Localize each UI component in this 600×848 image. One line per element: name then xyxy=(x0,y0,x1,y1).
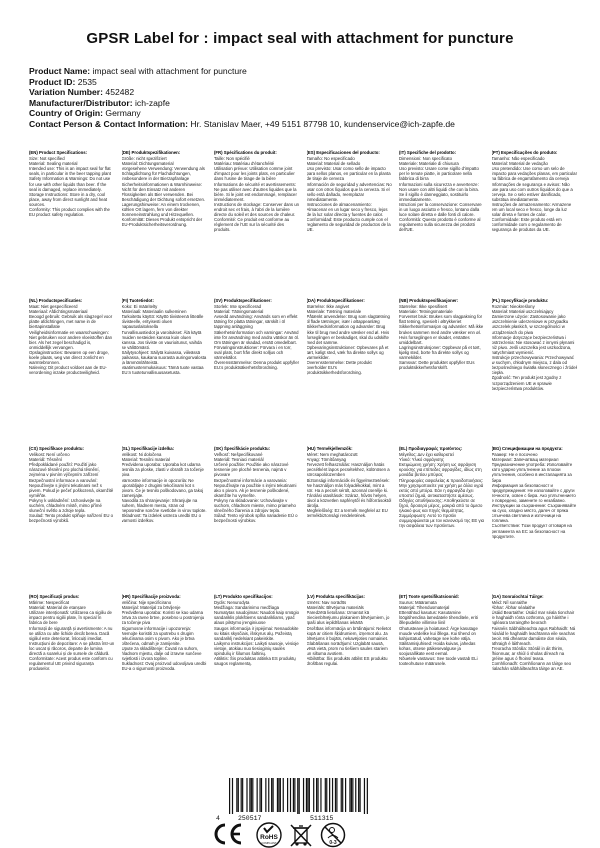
barcode-bar xyxy=(252,778,253,812)
wheelie-bin-icon xyxy=(288,822,314,848)
spec-line: Istruzioni per la conservazione: Conservare in un luogo asciutto e fresco, lontano dalla luce solare diretta e dalle fonti di calore. xyxy=(399,201,482,218)
spec-line: Izmērs: Nav norādīts xyxy=(306,600,347,606)
spec-line: Megfelelőség: Ez a termék megfelel az EU termékbiztonsági rendeletének. xyxy=(306,508,388,519)
spec-heading: (PT) Especificações do produto: xyxy=(491,150,558,155)
spec-line: Υλικό: Υλικό σφράγισης xyxy=(399,457,444,463)
barcode-bar xyxy=(352,778,353,812)
spec-line: Sicherheitsinformationen & Warnhinweise: Nicht für den Einsatz mit anderen Flüssigkeiten als Bier verwenden. Bei Beschädigung der Dichtung sofort ersetzen. xyxy=(121,181,206,202)
spec-line: Uso previsto: Usar como sello de impacto para sellos planos, en particular en la planta de tiraje de cerveza xyxy=(306,166,391,182)
barcode-bar xyxy=(336,778,337,812)
spec-cell xyxy=(122,446,208,594)
spec-line: Rozmiar: Nieokreślony xyxy=(491,304,535,310)
barcode-bar xyxy=(278,778,279,812)
spec-line: Materiał: Materiał uszczelniający xyxy=(491,309,554,315)
spec-line: Určené použitie: Použitie ako nárazové tesnenie pre ploché tesnenia, najmä v pivovare xyxy=(214,462,289,478)
barcode-bar xyxy=(360,778,361,812)
spec-line: Storlek: Inte specificerad xyxy=(214,304,262,310)
spec-line: Konformität: Dieses Produkt entspricht der EU-Produktsicherheitsverordnung. xyxy=(121,217,203,228)
spec-line: Sigurnosne informacije i upozorenja: Nemojte koristiti za upotrebu s drugim tekućinama osim s pivom. Ako je brtva oštećena, odmah je zamijenite. xyxy=(121,625,195,646)
spec-line: Informații de siguranță și avertismente: A nu se utiliza cu alte lichide decât berea. Dacă sigiliul este deteriorat, înlocuiți imediat. xyxy=(29,625,113,641)
spec-line: Zamierzone użycie: Zastosowanie jako uszczelnienie uderzeniowe w przypadku uszczelek płaskich, w szczególności w urządzeniach do piwa xyxy=(491,314,569,335)
spec-line: Tamanho: Não especificado xyxy=(491,156,545,162)
barcode-bar xyxy=(351,778,352,812)
spec-line: Upute za skladištenje: Čuvati na suhom, hladnom mjestu, dalje od izravne sunčeve svjetlosti i izvora topline. xyxy=(121,645,202,662)
spec-line: Instruções de armazenamento: Armazene em um local seco e fresco, longe da luz solar direta e fontes de calor. xyxy=(491,201,572,218)
spec-line: Materiál: Těsnění xyxy=(29,457,63,463)
age-warning-icon xyxy=(320,822,346,848)
spec-line: Vorgesehene Verwendung: Verwendung als Schlagdichtung für Flachdichtungen, insbesondere in der Bierzapfanlage xyxy=(121,166,205,182)
spec-cell xyxy=(122,594,208,742)
origin-label: Country of Origin: xyxy=(29,108,103,119)
spec-line: Säkerhetsinformation och varningar: Använd inte för användning med andra vätskor än öl. Om tätningen är skadad, ersätt omedelbart. xyxy=(214,329,300,345)
barcode-digit-prefix: 4 xyxy=(216,815,220,822)
spec-line: Méid: Níl sonraithe xyxy=(491,600,528,606)
spec-cell xyxy=(399,150,485,298)
spec-line: Materiale: Materiale di chiusura xyxy=(399,161,459,167)
spec-line: Uso pretendido: Use como um selo de impacto para vedações planas, em particular na fábrica de engarrafamento da cerveja xyxy=(491,166,577,182)
barcode-bar xyxy=(358,778,359,812)
spec-line: Μέγεθος: Δεν έχει καθοριστεί xyxy=(399,452,454,458)
variation-row xyxy=(29,87,589,98)
spec-line: Informacje dotyczące bezpieczeństwa i ostrzeżenia: Nie stosować z innymi płynami niż piwo. Jeśli uszczelka jest uszkodzona, natychmiast wymienić. xyxy=(491,334,575,355)
barcode-bar xyxy=(355,778,356,812)
barcode-bar xyxy=(293,778,294,812)
spec-line: Tervezett felhasználás: Használjon hatás pecsétként lapos pecsétekhez, különösen a sörcsapolóüzemben xyxy=(306,462,390,478)
spec-line: Materiaal: Afdichtingsmateriaal xyxy=(29,309,88,315)
spec-line: Biztonsági információk és figyelmeztetések: Ne használjon más folyadékokkal, mint a sör. Ha a pecsét sérült, azonnal cserélje ki. xyxy=(306,477,390,493)
spec-line: Ábhar: Ábhar séalaithe xyxy=(491,605,536,611)
spec-line: Förvaringsinstruktioner: Förvara i en torr, sval plats, bort från direkt solljus och värmekällor. xyxy=(214,344,292,361)
spec-heading: (SV) Produktspecifikationer: xyxy=(214,298,272,303)
spec-line: Materiál: Tesniaci materiál xyxy=(214,457,264,463)
barcode-bar xyxy=(246,778,247,812)
spec-line: Materijal: Materijal za brtvljenje xyxy=(121,605,181,611)
barcode-bars xyxy=(225,778,375,814)
spec-heading: (CS) Specifikace produktu: xyxy=(29,446,84,451)
barcode-bar xyxy=(229,778,230,814)
product-name-value: impact seal with attachment for puncture xyxy=(92,66,247,76)
barcode-bar xyxy=(280,778,281,812)
barcode-bar xyxy=(236,778,237,812)
spec-cell xyxy=(307,446,393,594)
spec-cell xyxy=(214,594,300,742)
spec-line: Velikost: Ni določena xyxy=(121,452,162,458)
spec-line: Utilizare intenționată: Utilizarea ca sigiliu de impact pentru sigilii plate, în special în fabrica de bere xyxy=(29,610,112,626)
spec-cell xyxy=(214,446,300,594)
ean-barcode xyxy=(225,778,375,818)
certification-icons xyxy=(0,820,600,848)
spec-cell xyxy=(492,298,578,446)
barcode-bar xyxy=(259,778,260,812)
spec-line: Bezpečnostné informácie a varovania: Nepoužívajte na použitie s inými tekutinami ako s pivom. Ak je tesnenie poškodené, okamžite ho vymeňte. xyxy=(214,477,297,498)
spec-line: Pokyny k uskladnění: Uchovávejte na suchém, chladném místě, mimo přímé sluneční světlo a zdroje tepla. xyxy=(29,497,102,514)
barcode-bar xyxy=(297,778,298,814)
spec-line: Material: Dichtungsmaterial xyxy=(121,161,174,167)
spec-line: Material: Sealing material xyxy=(29,161,78,167)
spec-line: Beoogd gebruik: Gebruik als slagzegel voor platte afdichtingen, met name in de biertapinstallatie xyxy=(29,314,113,330)
spec-line: Съответствие: Този продукт отговаря на регламента на ЕС за безопасност на продуктите. xyxy=(491,523,572,539)
spec-heading: (IT) Specifiche del prodotto: xyxy=(399,150,457,155)
spec-line: Dydis: Nenurodyta xyxy=(214,600,250,606)
spec-line: Größe: nicht spezifiziert xyxy=(121,156,167,162)
spec-line: Súlad: Tento výrobok spĺňa nariadenie EÚ o bezpečnosti výrobkov. xyxy=(214,513,298,524)
product-name-label: Product Name: xyxy=(29,66,91,76)
spec-heading: (FR) Spécifications du produit: xyxy=(214,150,277,155)
spec-line: Méret: Nem meghatározott xyxy=(306,452,358,458)
spec-heading: (NB) Produktspesifikasjoner: xyxy=(399,298,459,303)
spec-cell xyxy=(214,150,300,298)
spec-line: Laikymo instrukcijos: Laikyti sausoje, vėsioje vietoje, atokiau nuo tiesioginių saulės spindulių ir šilumos šaltinių. xyxy=(214,640,299,657)
variation-label: Variation Number: xyxy=(29,87,104,98)
barcode-bar xyxy=(294,778,295,812)
spec-line: Materiale: Tetningsmateriale xyxy=(399,309,453,315)
barcode-bar xyxy=(249,778,250,812)
barcode-bar xyxy=(326,778,327,812)
spec-line: Instrukcje przechowywania: Przechowywać w suchym, chłodnym miejscu, z dala od bezpośredniego światła słonecznego i źródeł ciepła. xyxy=(491,355,577,376)
contact-value: Hr. Stanislav Maer, +49 5151 87798 10, kundenservice@ich-zapfe.de xyxy=(190,118,455,129)
spec-cell xyxy=(307,150,393,298)
spec-line: Veľkosť: Nešpecifikované xyxy=(214,452,263,458)
rohs-icon xyxy=(256,822,282,848)
spec-line: Matériau: Matériau d'étanchéité xyxy=(214,161,275,167)
spec-line: Vaatimustenmukaisuus: Tämä tuote vastaa EU:n tuoteturvallisuusasetusta. xyxy=(121,365,204,376)
spec-line: Οδηγίες αποθήκευσης: Αποθηκεύστε σε ξηρό, δροσερό μέρος, μακριά από το άμεσο ηλιακό φως και πηγές θερμότητας. xyxy=(399,497,483,514)
spec-line: Sukladnost: Ovaj proizvod udovoljava uredbi EU-a o sigurnosti proizvoda. xyxy=(121,661,207,672)
spec-line: Conformità: Questo prodotto è conforme al regolamento sulla sicurezza dei prodotti dell'UE. xyxy=(399,217,481,233)
spec-line: Tarkoitettu käyttö: Käyttö tiivisteenä litteälle tiivisteelle, erityisesti oluen napautuslaitoksella xyxy=(121,314,204,330)
spec-line: Conformidade: Este produto está em conformidade com o regulamento de segurança de produtos da UE. xyxy=(491,217,562,233)
manufacturer-label: Manufacturer/Distributor: xyxy=(29,97,133,108)
spec-cell xyxy=(29,446,115,594)
barcode-bar xyxy=(271,778,272,812)
spec-heading: (GA) Sonraíochtaí Táirge: xyxy=(491,594,544,599)
spec-line: Säilitamisjuhised: Hoida kuivas, jahedas kohas, otsese päikesevalguse ja soojusallikate eest eemal. xyxy=(399,640,476,657)
spec-heading: (DE) Produktspezifikationen: xyxy=(121,150,181,155)
barcode-bar xyxy=(317,778,318,812)
barcode-bar xyxy=(342,778,343,812)
spec-line: Material: Material de sellado xyxy=(306,161,361,167)
spec-line: Instructions de stockage: Conserver dans un endroit sec et frais, à l'abri de la lumière directe du soleil et des sources de chaleur. xyxy=(214,201,300,218)
barcode-digits-left: 250517 xyxy=(238,815,262,822)
spec-cell xyxy=(492,446,578,594)
spec-line: Størrelse: Ikke angivet xyxy=(306,304,350,310)
spec-line: Bezpečnostní informace a varování: Nepoužívejte s jinými tekutinami než s pivem. Pokud je pečeť poškozená, okamžitě vyměňte. xyxy=(29,477,114,498)
spec-heading: (ET) Toote spetsifikatsioonid: xyxy=(399,594,460,599)
barcode-bar xyxy=(303,778,304,812)
spec-line: Materiaali: Materiaalin sulkeminen xyxy=(121,309,187,315)
barcode-bar xyxy=(329,778,330,812)
spec-heading: (BG) Спецификации на продукта: xyxy=(491,446,563,451)
spec-line: Conformity: This product complies with the EU product safety regulation. xyxy=(29,207,110,218)
spec-cell xyxy=(399,594,485,742)
spec-heading: (RO) Specificații produs: xyxy=(29,594,80,599)
spec-cell xyxy=(492,150,578,298)
spec-line: Lagringsinstruksjoner: Oppbevar på et tørt, kjølig sted, borte fra direkte sollys og varmekilder. xyxy=(399,344,481,361)
product-id-value: 2535 xyxy=(77,76,97,87)
age-range-label: 0-3 xyxy=(329,840,337,846)
spec-line: Predviđena uporaba: Koristi se kao udarna brtva za ravne brtve, posebno u postrojenju za točenje piva xyxy=(121,610,205,626)
barcode-bar xyxy=(277,778,278,812)
rohs-compliant-label: COMPLIANT xyxy=(261,842,277,845)
spec-line: Conformitate: Acest produs este conform cu regulamentul UE privind siguranța produselor. xyxy=(29,656,113,672)
spec-line: Dimensioni: Non specificato xyxy=(399,156,453,162)
spec-line: Påtænkt anvendelse: Brug som slagtætning til flade tætninger, især i øltappeanlæg xyxy=(306,314,390,325)
spec-line: Εκτιμώμενη χρήση: Χρήση ως σφράγιση κρούσης για επίπεδες σφραγίδες, ιδίως στη μονάδα βυτίου μπύρας xyxy=(399,462,482,478)
spec-line: Koko: Ei määritelty xyxy=(121,304,158,310)
spec-line: Información de seguridad y advertencias: No usar con otros líquidos que la cerveza. Si el sello está dañado, reemplazar inmediatamente. xyxy=(306,181,392,202)
spec-line: Συμμόρφωση: Αυτό το προϊόν συμμορφώνεται με τον κανονισμό της ΕΕ για την ασφάλεια των προϊόντων. xyxy=(399,513,485,529)
specifications-grid xyxy=(29,150,577,742)
barcode-bar xyxy=(349,778,350,812)
spec-line: Predvidena uporaba: Uporaba kot udarna tesnila za ploske, zlasti v obratih za točenje piva xyxy=(121,462,204,478)
spec-line: Informações de segurança e avisos: Não use para uso com outros líquidos do que a cerveja. Se o selo estiver danificado, substitua imediatamente. xyxy=(491,181,573,202)
barcode-bar xyxy=(273,778,274,812)
spec-line: Opbevaringsinstruktioner: Opbevares på et tørt, køligt sted, væk fra direkte sollys og varmekilder. xyxy=(306,344,389,361)
spec-line: Anyag: Tömítőanyag xyxy=(306,457,347,463)
spec-line: Utilisation prévue: Utilisation comme joint d'impact pour les joints plats, en particulier dans l'usine de tirage de la bière xyxy=(214,166,295,182)
spec-line: Paredzētā lietošana: Izmantot kā triecienblīvējumu plakaniem blīvējumiem, jo īpaši alus iepildīšanas iekārtā xyxy=(306,610,390,626)
barcode-bar xyxy=(313,778,314,812)
barcode-bar xyxy=(364,778,365,814)
spec-heading: (EN) Product Specifications: xyxy=(29,150,88,155)
spec-line: Sikkerhetsinformasjon og advarsler: Må ikke brukes sammen med andre væsker enn øl. Hvis forseglingen er skadet, erstattes umiddelbart. xyxy=(399,324,484,345)
product-name-row xyxy=(29,66,589,77)
origin-row xyxy=(29,108,589,119)
spec-line: Atbilstība: Šis produkts atbilst ES produktu drošības regulai. xyxy=(306,656,388,667)
spec-line: Treoracha Stórála: Stóráil in áit thirim, fhionnuar, ar shiúl ó sholas díreach na gréine agus ó fhoinsí teasa. xyxy=(491,645,565,662)
spec-line: Conformité: Ce produit est conforme au règlement de l'UE sur la sécurité des produits. xyxy=(214,217,290,233)
spec-cell xyxy=(399,446,485,594)
barcode-bar xyxy=(335,778,336,812)
barcode-bar xyxy=(283,778,284,812)
spec-line: Инструкции за съхранение: Съхранявайте на сухо, хладно място, далеч от пряка слънчева светлина и източници на топлина. xyxy=(491,503,577,524)
spec-line: Faisnéis Sábháilteachta agus Rabhaidh: Ná húsáid le haghaidh leachtanna eile seachas beoir. Má dhéantar damáiste don séala, athraigh é láithreach. xyxy=(491,625,576,646)
spec-line: Overensstemmelse: Dette produkt overholder EU's produktsikkerhedsforordning. xyxy=(306,360,372,376)
spec-line: Storage Instructions: Store in a dry, cool place, away from direct sunlight and heat sources. xyxy=(29,191,108,207)
spec-line: Velikost: Není určeno xyxy=(29,452,70,458)
spec-line: Varnostne informacije in opozorila: Ne uporabljajte z drugimi tekočinami kot s pivom. Če je tesnilo poškodovano, ga takoj zamenjajte. xyxy=(121,477,204,498)
spec-heading: (HU) Termékjellemzők: xyxy=(306,446,353,451)
spec-heading: (DA) Produktspecifikationer: xyxy=(306,298,365,303)
spec-line: Conformidad: Este producto cumple con el reglamento de seguridad de productos de la UE. xyxy=(306,217,391,233)
spec-line: Material: Material de etanșare xyxy=(29,605,86,611)
spec-line: Materjal: Tihendusmaterjal xyxy=(399,605,450,611)
spec-line: Předpokládané použití: Použití jako nárazové těsnění pro plochá těsnění, zejména v pivním výčepním zařízení xyxy=(29,462,100,478)
spec-line: Opslaginstructies: Bewaren op een droge, koele plaats, weg van direct zonlicht en warmtebronnen. xyxy=(29,349,110,366)
spec-line: Tamaño: No especificado xyxy=(306,156,355,162)
barcode-bar xyxy=(325,778,326,812)
spec-line: Intended use: This is an impact seal for flat seals, in particular in the beer tapping plant xyxy=(29,166,111,177)
barcode-bar xyxy=(265,778,266,812)
spec-cell xyxy=(214,298,300,446)
spec-cell xyxy=(492,594,578,742)
product-id-row xyxy=(29,77,589,88)
spec-line: Samsvar: Dette produktet oppfyller EUs produktsikkerhetsforskrift. xyxy=(399,360,475,371)
origin-value: Germany xyxy=(105,108,141,119)
spec-line: Mărime: Nespecificat xyxy=(29,600,70,606)
manufacturer-row xyxy=(29,98,589,109)
spec-heading: (HR) Specifikacije proizvoda: xyxy=(121,594,181,599)
spec-line: Material: Material de vedação xyxy=(491,161,548,167)
spec-heading: (SK) Špecifikácie produktu: xyxy=(214,446,271,451)
spec-line: Suurus: Määramata xyxy=(399,600,437,606)
spec-line: Sikkerhedsinformation og advarsler: Brug ikke til brug med andre væsker end øl. Hvis forseglingen er beskadiget, skal du udskifte med det samme. xyxy=(306,324,390,345)
spec-heading: (EL) Προδιαγραφές προϊόντος: xyxy=(399,446,463,451)
barcode-bar xyxy=(367,778,368,814)
spec-line: Uso previsto: Usare come sigillo d'impatto per le tenute piatte, in particolare nella fabbrica di birra xyxy=(399,166,479,182)
spec-line: Ohutusteave ja hoiatused: Ärge kasutage muude vedelike kui õllega. Kui tihend on kahjustatud, vahetage see kohe välja. xyxy=(399,625,478,641)
spec-line: Safety Information & Warnings: Do not use for use with other liquids than beer. If the seal is damaged, replace immediately. xyxy=(29,176,111,192)
spec-line: Πληροφορίες ασφαλείας & προειδοποιήσεις: Μην χρησιμοποιείτε για χρήση με άλλα υγρά εκτός από μπύρα. Εάν η σφραγίδα έχει υποστεί ζημιά, αντικαταστήστε αμέσως. xyxy=(399,477,484,498)
barcode-bar xyxy=(257,778,258,812)
spec-line: Lagerungshinweise: An einem trockenen, kühlen Ort lagern, fern von direkter Sonneneinstrahlung und Hitzequellen. xyxy=(121,201,201,218)
spec-line: Veiligheidsinformatie en waarschuwingen: Niet gebruiken voor andere vloeistoffen dan bier. Als het zegel beschadigd is, onmiddellijk vervangen. xyxy=(29,329,113,350)
spec-line: Säilytysohjeet: Säilytä kuivassa, viileässä paikassa, kaukana suorasta auringonvalosta ja lämmönlähteistä. xyxy=(121,349,207,366)
barcode-bar xyxy=(242,778,243,812)
barcode-bar xyxy=(241,778,242,812)
product-id-label: Product ID: xyxy=(29,76,76,87)
barcode-bar xyxy=(341,778,342,812)
spec-line: Numatytas naudojimas: Naudoti kaip smūgio sandariklis plokštiems sandarikliams, ypač alaus pilstymo įrenginiuose xyxy=(214,610,300,626)
spec-line: Информация за безопасност и предупреждения: Не използвайте с други течности, освен с бира. Ако уплътнението е повредено, заменете го незабавно. xyxy=(491,482,576,503)
spec-line: Material: Tesnilni material xyxy=(121,457,170,463)
barcode-bar xyxy=(316,778,317,812)
spec-line: Zgodność: Ten produkt jest zgodny z rozporządzeniem UE w sprawie bezpieczeństwa produktów. xyxy=(491,375,562,391)
spec-cell xyxy=(29,298,115,446)
barcode-bar xyxy=(268,778,269,812)
barcode-bar xyxy=(238,778,239,812)
spec-cell xyxy=(307,298,393,446)
contact-label: Contact Person & Contact Information: xyxy=(29,118,188,129)
barcode-bar xyxy=(261,778,262,812)
spec-line: Comhlíonadh: Comhlíonann an táirge seo rialachán sábháilteachta táirge an AE. xyxy=(491,661,572,672)
barcode-bar xyxy=(332,778,333,812)
spec-line: Materiāls: Blīvējuma materiāls xyxy=(306,605,364,611)
spec-line: Avsedd användning: Används som en effekt tätning för platta tätningar, särskilt i öl tappning anläggning xyxy=(214,314,298,330)
spec-line: Материал: Запечатващ материал xyxy=(491,457,559,463)
spec-line: Úsáid Beartaithe: Úsáid mar séala tionchair le haghaidh rónta cothroma, go háirithe i ngléasra tarraingthe beorach xyxy=(491,610,575,626)
spec-cell xyxy=(29,594,115,742)
spec-line: Instrucciones de almacenamiento: Almacenar en un lugar seco y fresco, lejos de la luz solar directa y fuentes de calor. xyxy=(306,201,388,218)
barcode-bar xyxy=(251,778,252,812)
barcode-bar xyxy=(287,778,288,812)
spec-line: Naleving: Dit product voldoet aan de EU-verordening inzake productveiligheid. xyxy=(29,365,107,376)
spec-line: Taille: Non spécifié xyxy=(214,156,250,162)
spec-line: Glabāšanas norādījumi: Uzglabāt sausā, vēsā vietā, prom no tiešiem saules stariem un siltuma avotiem. xyxy=(306,640,388,657)
spec-line: Ettenähtud kasutus: Kasutamine löögitihendina lamedatele tihenditele, eriti õllepudelite villimise liinil xyxy=(399,610,478,626)
spec-line: Size: Not specified xyxy=(29,156,65,162)
barcode-bar xyxy=(307,778,308,812)
spec-line: Nõuetele vastavus: See toode vastab ELi tooteohutuse määrusele. xyxy=(399,656,478,667)
spec-cell xyxy=(399,298,485,446)
barcode-bar xyxy=(345,778,346,812)
spec-line: Överensstämmelse: Denna produkt uppfyller EU:s produktsäkerhetsförordning. xyxy=(214,360,300,371)
spec-line: Pokyny na skladovanie: Uchovávajte v suchom, chladnom mieste, mimo priameho slnečného žiarenia a zdrojov tepla. xyxy=(214,497,296,514)
spec-heading: (SL) Specifikacije izdelka: xyxy=(121,446,175,451)
spec-line: Drošības informācija un brīdinājumi: Nelietot kopā ar citiem šķidrumiem, izņemot alu. Ja blīvējums ir bojāts, nekavējoties nomainiet. xyxy=(306,625,391,641)
barcode-bar xyxy=(320,778,321,812)
spec-heading: (NL) Productspecificaties: xyxy=(29,298,83,303)
page-title: GPSR Label for : impact seal with attachment for puncture xyxy=(86,30,514,47)
spec-line: Instrucțiuni de depozitare: A se păstra într-un loc uscat și răcoros, departe de lumina directă a soarelui și de sursele de căldură. xyxy=(29,640,115,657)
variation-value: 452482 xyxy=(105,87,135,98)
barcode-digits-right: 511315 xyxy=(310,815,334,822)
spec-heading: (PL) Specyfikacje produktu: xyxy=(491,298,549,303)
spec-line: Medžiaga: Sandarinimo medžiaga xyxy=(214,605,279,611)
spec-line: Størrelse: Ikke spesifisert xyxy=(399,304,448,310)
product-info xyxy=(29,66,589,130)
spec-heading: (FI) Tuotetiedot: xyxy=(121,298,154,303)
spec-cell xyxy=(122,298,208,446)
spec-line: Forventet bruk: Brukes som slagpakning for flatt tetning, spesielt i øltrykkeriet xyxy=(399,314,483,325)
spec-line: Soulad: Tento produkt splňuje nařízení EU o bezpečnosti výrobků. xyxy=(29,513,114,524)
spec-line: Materiale: Tætning materiale xyxy=(306,309,362,315)
spec-cell xyxy=(29,150,115,298)
barcode-bar xyxy=(299,778,300,814)
spec-line: Informations de sécurité et avertissements: Ne pas utiliser avec d'autres liquides que la bière. Si le joint est endommagé, remplacer immédiatement. xyxy=(214,181,297,202)
rohs-label: RoHS xyxy=(260,834,278,841)
barcode-bar xyxy=(232,778,233,814)
spec-line: Предназначение употреба: Използвайте като ударно уплътнение за плоски уплътнения, особено в инсталацията за бира xyxy=(491,462,573,483)
spec-line: Размер: Не е посочено xyxy=(491,452,538,458)
spec-line: Informazioni sulla sicurezza e avvertenze: Non usare con altri liquidi che con la birra. Se il sigillo è danneggiato, sostituirlo immediatamente. xyxy=(399,181,480,202)
spec-line: Tárolási utasítások: Száraz, hűvös helyen, távol a közvetlen napfénytől és hőforrásoktól tárolja. xyxy=(306,492,392,509)
spec-line: Navodila za shranjevanje: Shranjujte na suhem, hladnem mestu, stran od neposredne sončne svetlobe in virov toplote. xyxy=(121,497,207,514)
manufacturer-value: ich-zapfe xyxy=(135,97,170,108)
spec-line: Turvallisuustiedot ja varoitukset: Älä käytä muiden nesteiden kanssa kuin oluen kanssa. Jos tiiviste on vaurioitunut, vaihda se välittömästi. xyxy=(121,329,202,350)
ce-mark-icon xyxy=(212,822,246,848)
spec-line: Saugos informacija ir įspėjimai: Nenaudokite su kitais skysčiais, išskyrus alų. Pažeistą sandariklį nedelsiant pakeiskite. xyxy=(214,625,299,641)
spec-heading: (ES) Especificaciones del producto: xyxy=(306,150,380,155)
spec-cell xyxy=(122,150,208,298)
spec-heading: (LV) Produkta specifikācijas: xyxy=(306,594,365,599)
contact-row xyxy=(29,119,589,130)
barcode-bar xyxy=(306,778,307,812)
spec-line: Material: Tätningsmaterial xyxy=(214,309,264,315)
spec-cell xyxy=(307,594,393,742)
spec-line: Maat: Niet gespecificeerd xyxy=(29,304,78,310)
spec-heading: (LT) Produkto specifikacijos: xyxy=(214,594,273,599)
spec-line: Veličina: Nije specificirano xyxy=(121,600,172,606)
spec-line: Skladnost: Ta izdelek ustreza uredbi EU o varnosti izdelkov. xyxy=(121,513,201,524)
barcode-bar xyxy=(309,778,310,812)
barcode-bar xyxy=(290,778,291,812)
spec-line: Atitiktis: Šis produktas atitinka ES produktų saugos reglamentą. xyxy=(214,656,296,667)
